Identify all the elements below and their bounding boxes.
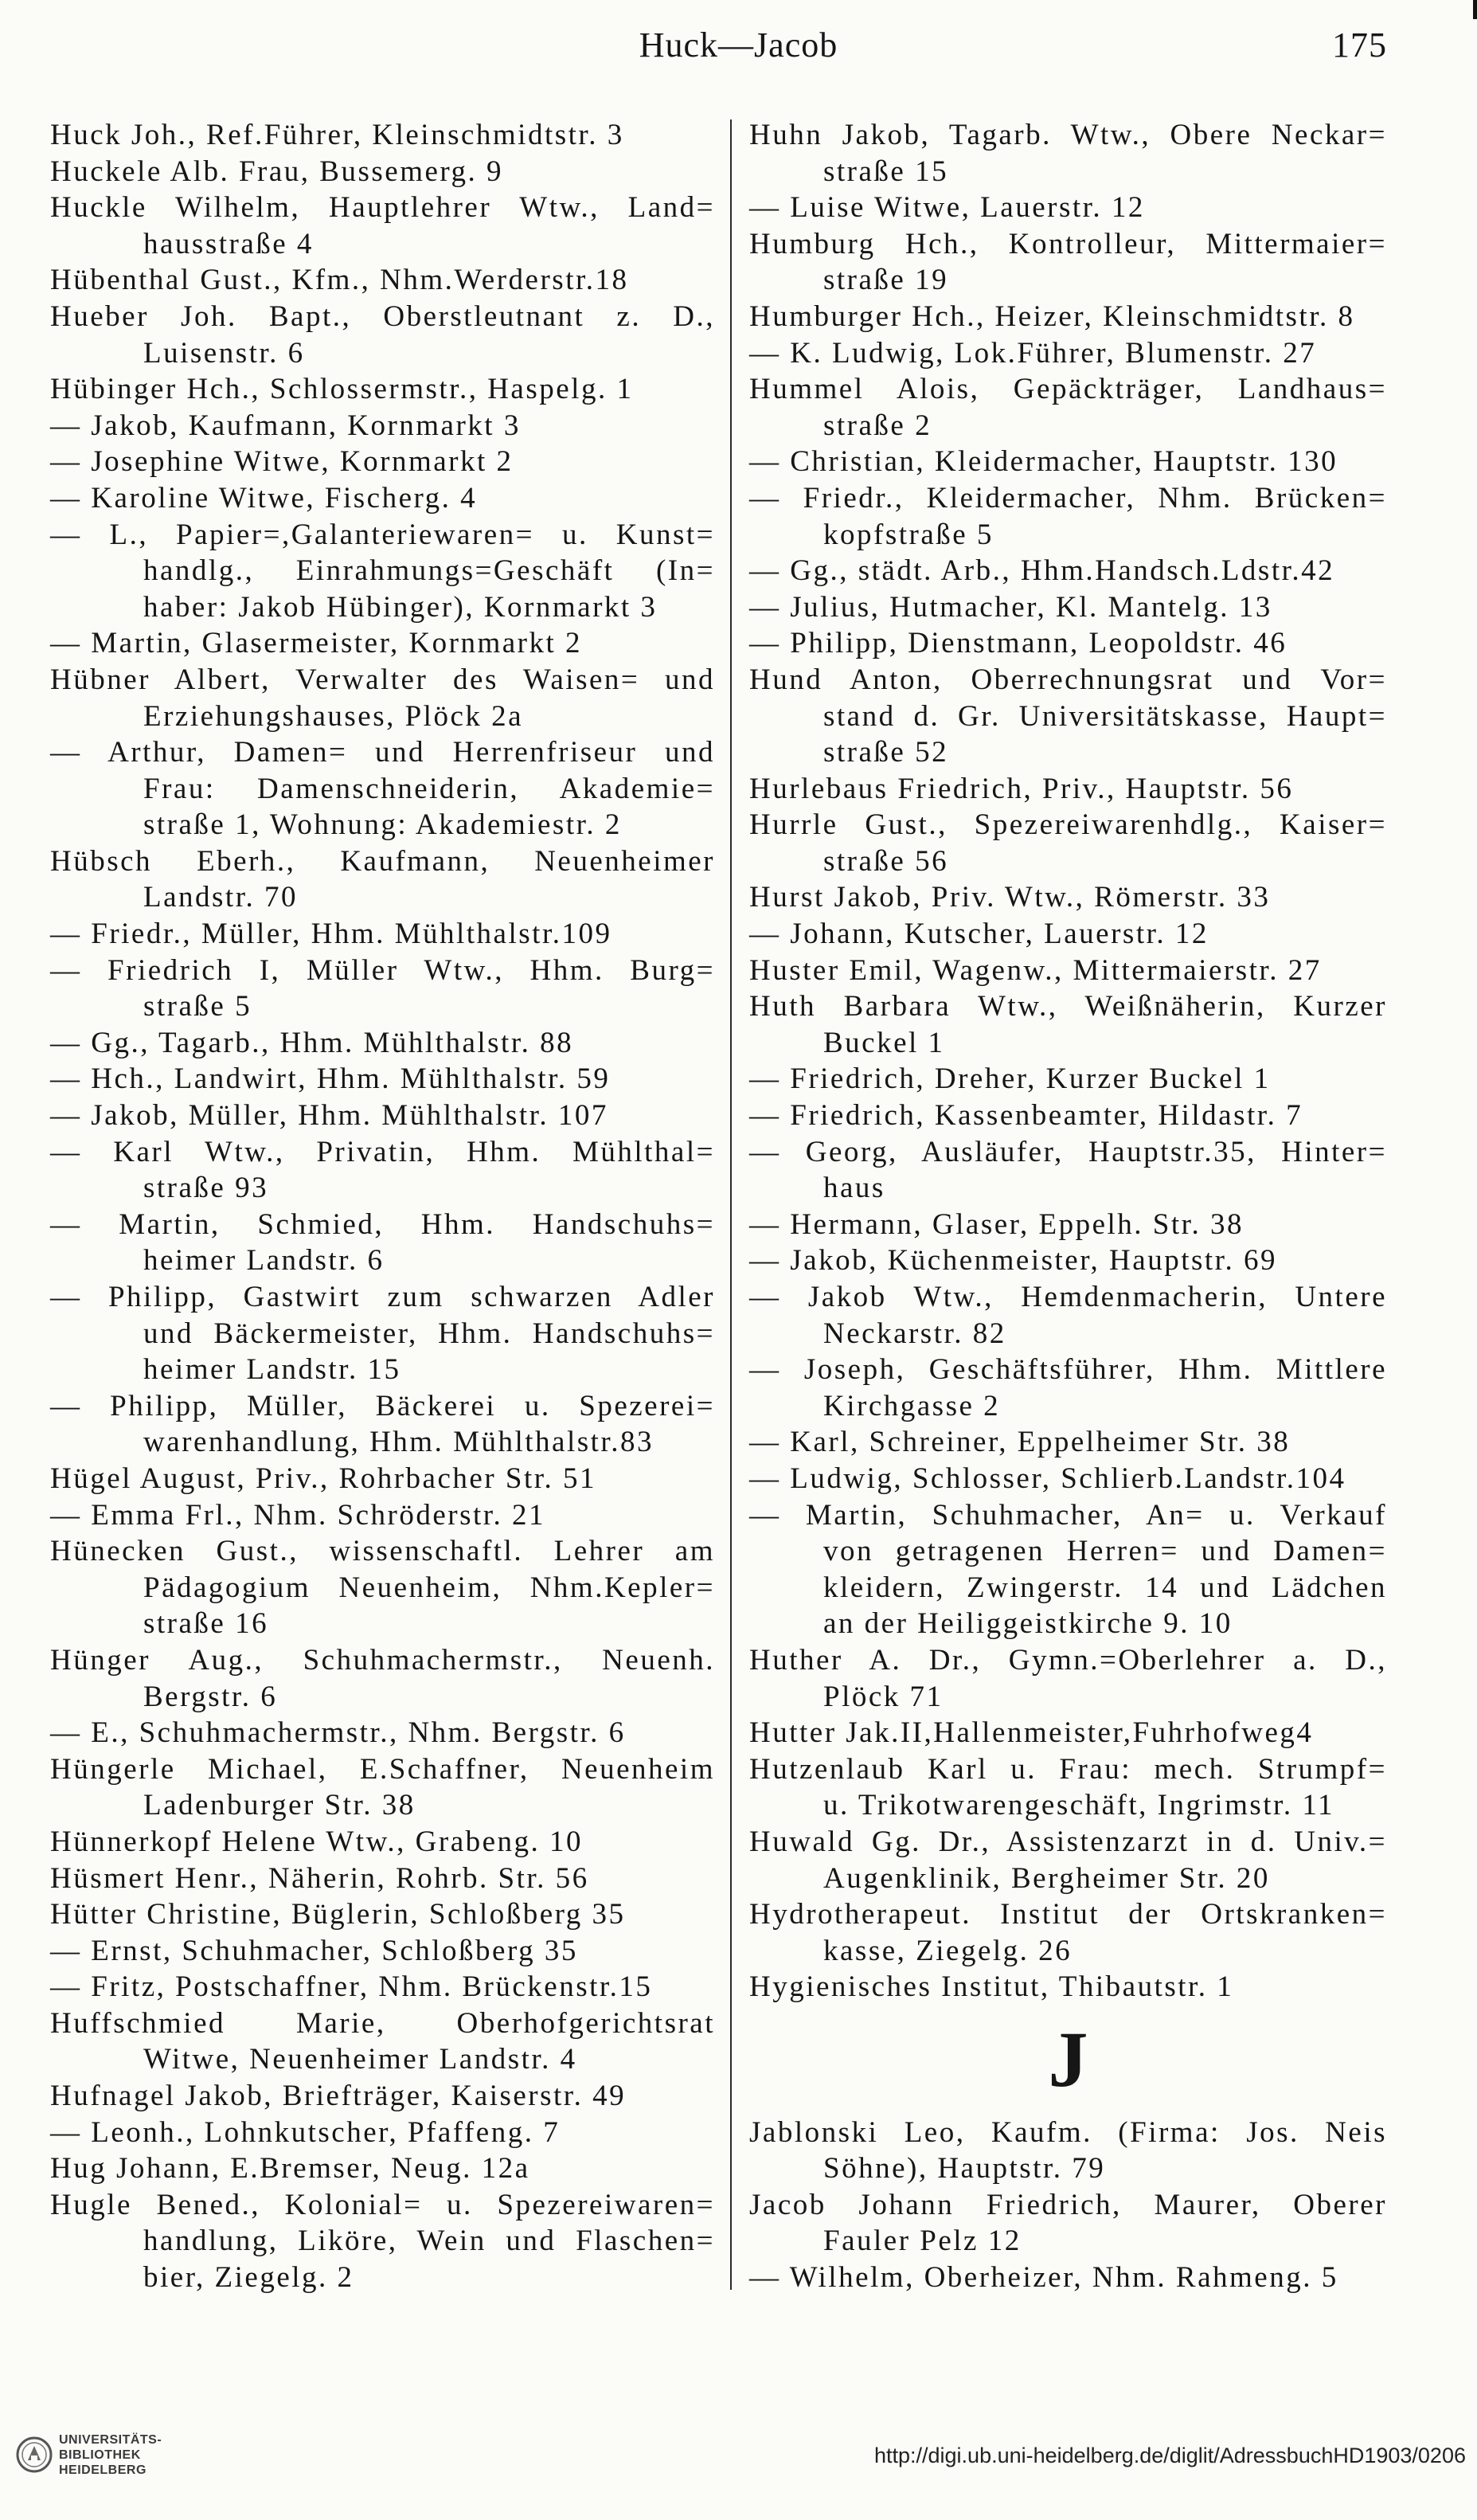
entry-continuation-line: Ladenburger Str. 38 — [143, 1789, 416, 1822]
entry-line: Hurlebaus Friedrich, Priv., Hauptstr. 56 — [749, 772, 1294, 805]
directory-entry — [749, 662, 1387, 771]
directory-entry — [749, 916, 1387, 953]
directory-entry — [749, 1969, 1387, 2005]
entry-line: — Hch., Landwirt, Hhm. Mühlthalstr. 59 — [50, 1062, 611, 1096]
directory-entry — [749, 1642, 1387, 1715]
directory-entry — [50, 408, 715, 444]
directory-entry — [50, 480, 715, 517]
entry-continuation-line: handlung, Liköre, Wein und Flaschen= — [143, 2225, 715, 2258]
entry-line: Hutzenlaub Karl u. Frau: mech. Strumpf= — [749, 1752, 1387, 1786]
directory-entry — [749, 1207, 1387, 1243]
entry-continuation-line: Pädagogium Neuenheim, Nhm.Kepler= — [143, 1571, 715, 1604]
directory-entry — [749, 2260, 1387, 2296]
entry-line: — Ludwig, Schlosser, Schlierb.Landstr.104 — [749, 1462, 1346, 1495]
directory-entry — [749, 953, 1387, 989]
entry-continuation-line: an der Heiliggeistkirche 9. 10 — [823, 1607, 1233, 1641]
directory-entry — [50, 1933, 715, 1970]
entry-continuation-line: stand d. Gr. Universitätskasse, Haupt= — [823, 699, 1387, 733]
entry-continuation-line: straße 56 — [823, 844, 949, 878]
directory-entry — [749, 879, 1387, 916]
entry-line: — Joseph, Geschäftsführer, Hhm. Mittlere — [749, 1353, 1387, 1387]
directory-entry — [50, 1461, 715, 1497]
directory-entry — [749, 335, 1387, 372]
directory-entry — [749, 371, 1387, 444]
right-column — [749, 117, 1387, 2296]
directory-entry — [749, 1352, 1387, 1424]
directory-entry — [749, 190, 1387, 226]
entry-line: Hummel Alois, Gepäckträger, Landhaus= — [749, 373, 1387, 406]
directory-entry — [50, 2115, 715, 2151]
entry-line: — Karoline Witwe, Fischerg. 4 — [50, 481, 478, 515]
entry-line: — Martin, Schuhmacher, An= u. Verkauf — [749, 1498, 1387, 1532]
entry-line: Hund Anton, Oberrechnungsrat und Vor= — [749, 663, 1387, 696]
entry-line: — Friedrich I, Müller Wtw., Hhm. Burg= — [50, 953, 715, 987]
entry-line: Jacob Johann Friedrich, Maurer, Oberer — [749, 2188, 1387, 2221]
directory-entry — [749, 1824, 1387, 1896]
column-divider — [730, 119, 732, 2290]
entry-continuation-line: kasse, Ziegelg. 26 — [823, 1934, 1073, 1967]
library-logo-text — [59, 2432, 162, 2478]
entry-line: — Georg, Ausläufer, Hauptstr.35, Hinter= — [749, 1135, 1387, 1168]
entry-line: Hüsmert Henr., Näherin, Rohrb. Str. 56 — [50, 1861, 589, 1895]
entry-line: — Jakob, Kaufmann, Kornmarkt 3 — [50, 409, 521, 442]
directory-entry — [749, 988, 1387, 1061]
entry-line: Hueber Joh. Bapt., Oberstleutnant z. D., — [50, 299, 715, 333]
entry-line: Huckle Wilhelm, Hauptlehrer Wtw., Land= — [50, 191, 715, 225]
entry-continuation-line: Frau: Damenschneiderin, Akademie= — [143, 772, 715, 805]
entry-line: — Friedrich, Kassenbeamter, Hildastr. 7 — [749, 1099, 1303, 1133]
directory-entry — [50, 953, 715, 1025]
entry-line: — E., Schuhmachermstr., Nhm. Bergstr. 6 — [50, 1716, 626, 1750]
entry-continuation-line: straße 52 — [823, 736, 949, 769]
directory-entry — [749, 1098, 1387, 1134]
directory-entry — [50, 1025, 715, 1062]
directory-entry — [50, 517, 715, 626]
directory-entry — [749, 2187, 1387, 2260]
directory-entry — [749, 1715, 1387, 1751]
entry-line: Hünnerkopf Helene Wtw., Grabeng. 10 — [50, 1825, 584, 1858]
directory-entry — [749, 444, 1387, 480]
entry-line: — Luise Witwe, Lauerstr. 12 — [749, 191, 1145, 225]
directory-entry — [749, 1497, 1387, 1642]
directory-entry — [50, 117, 715, 154]
entry-line: — Emma Frl., Nhm. Schröderstr. 21 — [50, 1498, 546, 1532]
entry-continuation-line: Neckarstr. 82 — [823, 1317, 1006, 1350]
entry-line: Hutter Jak.II,Hallenmeister,Fuhrhofweg4 — [749, 1716, 1314, 1750]
directory-entry — [749, 1061, 1387, 1098]
directory-entry — [50, 1533, 715, 1642]
directory-entry — [50, 843, 715, 916]
entry-continuation-line: Augenklinik, Bergheimer Str. 20 — [823, 1861, 1270, 1895]
entry-continuation-line: Bergstr. 6 — [143, 1680, 278, 1713]
entry-line: Hünecken Gust., wissenschaftl. Lehrer am — [50, 1535, 715, 1568]
directory-entry — [50, 444, 715, 480]
entry-line: Hübner Albert, Verwalter des Waisen= und — [50, 663, 715, 696]
directory-entry — [50, 1098, 715, 1134]
directory-entry — [50, 371, 715, 408]
entry-continuation-line: straße 2 — [823, 409, 932, 442]
directory-entry — [50, 1969, 715, 2005]
entry-continuation-line: Luisenstr. 6 — [143, 336, 305, 370]
directory-entry — [50, 662, 715, 734]
page-number: 175 — [1332, 25, 1387, 65]
entry-line: Hüngerle Michael, E.Schaffner, Neuenheim — [50, 1752, 715, 1786]
entry-line: Huhn Jakob, Tagarb. Wtw., Obere Neckar= — [749, 119, 1387, 151]
entry-line: — Philipp, Müller, Bäckerei u. Spezerei= — [50, 1389, 715, 1422]
entry-line: — Philipp, Dienstmann, Leopoldstr. 46 — [749, 627, 1287, 660]
entry-continuation-line: warenhandlung, Hhm. Mühlthalstr.83 — [143, 1426, 654, 1459]
entry-continuation-line: straße 1, Wohnung: Akademiestr. 2 — [143, 808, 622, 842]
section-letter: J — [1048, 2014, 1088, 2103]
entry-line: — Jakob Wtw., Hemdenmacherin, Untere — [749, 1281, 1387, 1313]
entry-continuation-line: und Bäckermeister, Hhm. Handschuhs= — [143, 1317, 715, 1350]
entry-continuation-line: kleidern, Zwingerstr. 14 und Lädchen — [823, 1571, 1387, 1604]
directory-entry — [50, 1751, 715, 1824]
entry-line: Hurst Jakob, Priv. Wtw., Römerstr. 33 — [749, 881, 1271, 914]
entry-line: Huther A. Dr., Gymn.=Oberlehrer a. D., — [749, 1643, 1387, 1677]
entry-continuation-line: Erziehungshauses, Plöck 2a — [143, 699, 524, 733]
entry-line: Huckele Alb. Frau, Bussemerg. 9 — [50, 155, 504, 188]
entry-continuation-line: Fauler Pelz 12 — [823, 2225, 1022, 2258]
entry-continuation-line: von getragenen Herren= und Damen= — [823, 1535, 1387, 1568]
entry-line: Hübsch Eberh., Kaufmann, Neuenheimer — [50, 844, 715, 878]
directory-entry — [50, 262, 715, 299]
entry-line: Huffschmied Marie, Oberhofgerichtsrat — [50, 2006, 715, 2040]
entry-line: Huck Joh., Ref.Führer, Kleinschmidtstr. 3 — [50, 119, 624, 151]
directory-entry — [50, 1715, 715, 1751]
entry-line: — Martin, Glasermeister, Kornmarkt 2 — [50, 627, 583, 660]
entry-line: — Friedr., Kleidermacher, Nhm. Brücken= — [749, 481, 1387, 515]
entry-line: — Johann, Kutscher, Lauerstr. 12 — [749, 918, 1209, 951]
scan-edge-mark — [1473, 0, 1477, 19]
entry-continuation-line: straße 19 — [823, 264, 949, 297]
entry-line: — Gg., Tagarb., Hhm. Mühlthalstr. 88 — [50, 1026, 574, 1059]
directory-entry — [749, 1424, 1387, 1461]
entry-line: — L., Papier=,Galanteriewaren= u. Kunst= — [50, 518, 715, 551]
directory-entry — [50, 2078, 715, 2115]
entry-continuation-line: Kirchgasse 2 — [823, 1389, 1001, 1422]
entry-line: Hydrotherapeut. Institut der Ortskranken= — [749, 1898, 1387, 1931]
directory-entry — [50, 154, 715, 190]
entry-line: Huster Emil, Wagenw., Mittermaierstr. 27 — [749, 953, 1322, 987]
directory-entry — [50, 1497, 715, 1534]
entry-line: Hygienisches Institut, Thibautstr. 1 — [749, 1970, 1234, 2004]
university-seal-icon — [16, 2436, 53, 2473]
entry-continuation-line: hausstraße 4 — [143, 227, 314, 260]
entry-continuation-line: straße 16 — [143, 1607, 269, 1641]
entry-line: — Karl Wtw., Privatin, Hhm. Mühlthal= — [50, 1135, 715, 1168]
entry-continuation-line: Plöck 71 — [823, 1680, 944, 1713]
entry-line: Hünger Aug., Schuhmachermstr., Neuenh. — [50, 1643, 715, 1677]
directory-entry — [749, 1242, 1387, 1279]
entry-continuation-line: u. Trikotwarengeschäft, Ingrimstr. 11 — [823, 1789, 1334, 1822]
entry-line: — Jakob, Küchenmeister, Hauptstr. 69 — [749, 1244, 1277, 1278]
entry-line: — Gg., städt. Arb., Hhm.Handsch.Ldstr.42 — [749, 554, 1335, 588]
directory-entry — [749, 807, 1387, 879]
entry-line: Hug Johann, E.Bremser, Neug. 12a — [50, 2152, 530, 2185]
entry-line: Hufnagel Jakob, Briefträger, Kaiserstr. 49 — [50, 2080, 627, 2113]
logo-text-line: UNIVERSITÄTS- — [59, 2432, 162, 2447]
entry-continuation-line: Buckel 1 — [823, 1026, 945, 1059]
directory-entry — [749, 553, 1387, 589]
entry-line: Hübenthal Gust., Kfm., Nhm.Werderstr.18 — [50, 264, 629, 297]
directory-entry — [749, 1751, 1387, 1824]
entry-continuation-line: bier, Ziegelg. 2 — [143, 2261, 354, 2295]
directory-entry — [749, 589, 1387, 626]
directory-entry — [50, 2187, 715, 2296]
entry-line: Hugle Bened., Kolonial= u. Spezereiwaren= — [50, 2188, 715, 2221]
entry-line: Jablonski Leo, Kaufm. (Firma: Jos. Neis — [749, 2115, 1387, 2149]
directory-entry — [50, 1388, 715, 1461]
directory-entry — [50, 1824, 715, 1861]
directory-entry — [749, 299, 1387, 335]
directory-entry — [50, 190, 715, 262]
left-column — [50, 117, 715, 2296]
entry-line: — Hermann, Glaser, Eppelh. Str. 38 — [749, 1207, 1244, 1241]
entry-line: Huth Barbara Wtw., Weißnäherin, Kurzer — [749, 990, 1387, 1023]
library-logo — [16, 2429, 162, 2480]
entry-continuation-line: haus — [823, 1172, 885, 1205]
entry-line: — Christian, Kleidermacher, Hauptstr. 130 — [749, 445, 1338, 479]
directory-entry — [50, 2005, 715, 2078]
entry-line: — Julius, Hutmacher, Kl. Mantelg. 13 — [749, 590, 1272, 624]
entry-continuation-line: Landstr. 70 — [143, 881, 298, 914]
directory-entry — [50, 1061, 715, 1098]
entry-line: — Philipp, Gastwirt zum schwarzen Adler — [50, 1281, 715, 1313]
entry-line: — Arthur, Damen= und Herrenfriseur und — [50, 736, 715, 769]
entry-line: — Jakob, Müller, Hhm. Mühlthalstr. 107 — [50, 1099, 608, 1133]
directory-entry — [50, 1279, 715, 1388]
directory-entry — [50, 1207, 715, 1279]
permalink-url: http://digi.ub.uni-heidelberg.de/diglit/AdressbuchHD1903/0206 — [873, 2444, 1466, 2467]
entry-line: — Ernst, Schuhmacher, Schloßberg 35 — [50, 1934, 578, 1967]
entry-line: — Wilhelm, Oberheizer, Nhm. Rahmeng. 5 — [749, 2261, 1338, 2295]
entry-continuation-line: handlg., Einrahmungs=Geschäft (In= — [143, 554, 715, 588]
entry-line: — Friedr., Müller, Hhm. Mühlthalstr.109 — [50, 918, 612, 951]
directory-entry — [749, 226, 1387, 299]
directory-entry — [749, 480, 1387, 553]
directory-entry — [50, 734, 715, 843]
directory-entry — [749, 117, 1387, 190]
directory-entry — [50, 1134, 715, 1207]
entry-line: — Martin, Schmied, Hhm. Handschuhs= — [50, 1207, 715, 1241]
directory-entry — [749, 1134, 1387, 1207]
entry-continuation-line: Witwe, Neuenheimer Landstr. 4 — [143, 2043, 577, 2076]
directory-entry — [749, 1461, 1387, 1497]
directory-entry — [50, 1642, 715, 1715]
entry-line: — Friedrich, Dreher, Kurzer Buckel 1 — [749, 1062, 1271, 1096]
directory-entry — [50, 916, 715, 953]
entry-continuation-line: heimer Landstr. 15 — [143, 1353, 401, 1387]
directory-entry — [749, 1279, 1387, 1352]
entry-line: Hübinger Hch., Schlossermstr., Haspelg. 1 — [50, 373, 634, 406]
entry-line: Humburger Hch., Heizer, Kleinschmidtstr. 8 — [749, 299, 1355, 333]
entry-line: — K. Ludwig, Lok.Führer, Blumenstr. 27 — [749, 336, 1317, 370]
entry-line: — Fritz, Postschaffner, Nhm. Brückenstr.15 — [50, 1970, 653, 2004]
directory-entry — [50, 2150, 715, 2187]
running-title: Huck—Jacob — [639, 25, 838, 65]
entry-line: Hurrle Gust., Spezereiwarenhdlg., Kaiser= — [749, 808, 1387, 842]
entry-continuation-line: haber: Jakob Hübinger), Kornmarkt 3 — [143, 590, 658, 624]
entry-continuation-line: straße 15 — [823, 155, 949, 188]
entry-continuation-line: Söhne), Hauptstr. 79 — [823, 2152, 1106, 2185]
entry-continuation-line: straße 5 — [143, 990, 252, 1023]
entry-line: Humburg Hch., Kontrolleur, Mittermaier= — [749, 227, 1387, 260]
directory-entry — [749, 2115, 1387, 2187]
directory-entry — [50, 299, 715, 371]
directory-entry — [749, 625, 1387, 662]
entry-continuation-line: heimer Landstr. 6 — [143, 1244, 385, 1278]
entry-line: Hügel August, Priv., Rohrbacher Str. 51 — [50, 1462, 597, 1495]
directory-entry — [50, 1861, 715, 1897]
entry-line: — Leonh., Lohnkutscher, Pfaffeng. 7 — [50, 2115, 561, 2149]
entry-line: Huwald Gg. Dr., Assistenzarzt in d. Univ.= — [749, 1825, 1387, 1858]
directory-entry — [50, 625, 715, 662]
logo-text-line: HEIDELBERG — [59, 2463, 147, 2477]
directory-entry — [749, 771, 1387, 808]
directory-entry — [749, 1896, 1387, 1969]
logo-text-line: BIBLIOTHEK — [59, 2448, 141, 2462]
entry-continuation-line: kopfstraße 5 — [823, 518, 994, 551]
entry-line: — Karl, Schreiner, Eppelheimer Str. 38 — [749, 1426, 1291, 1459]
entry-line: Hütter Christine, Büglerin, Schloßberg 35 — [50, 1898, 626, 1931]
entry-line: — Josephine Witwe, Kornmarkt 2 — [50, 445, 514, 479]
directory-entry — [50, 1896, 715, 1933]
entry-continuation-line: straße 93 — [143, 1172, 269, 1205]
